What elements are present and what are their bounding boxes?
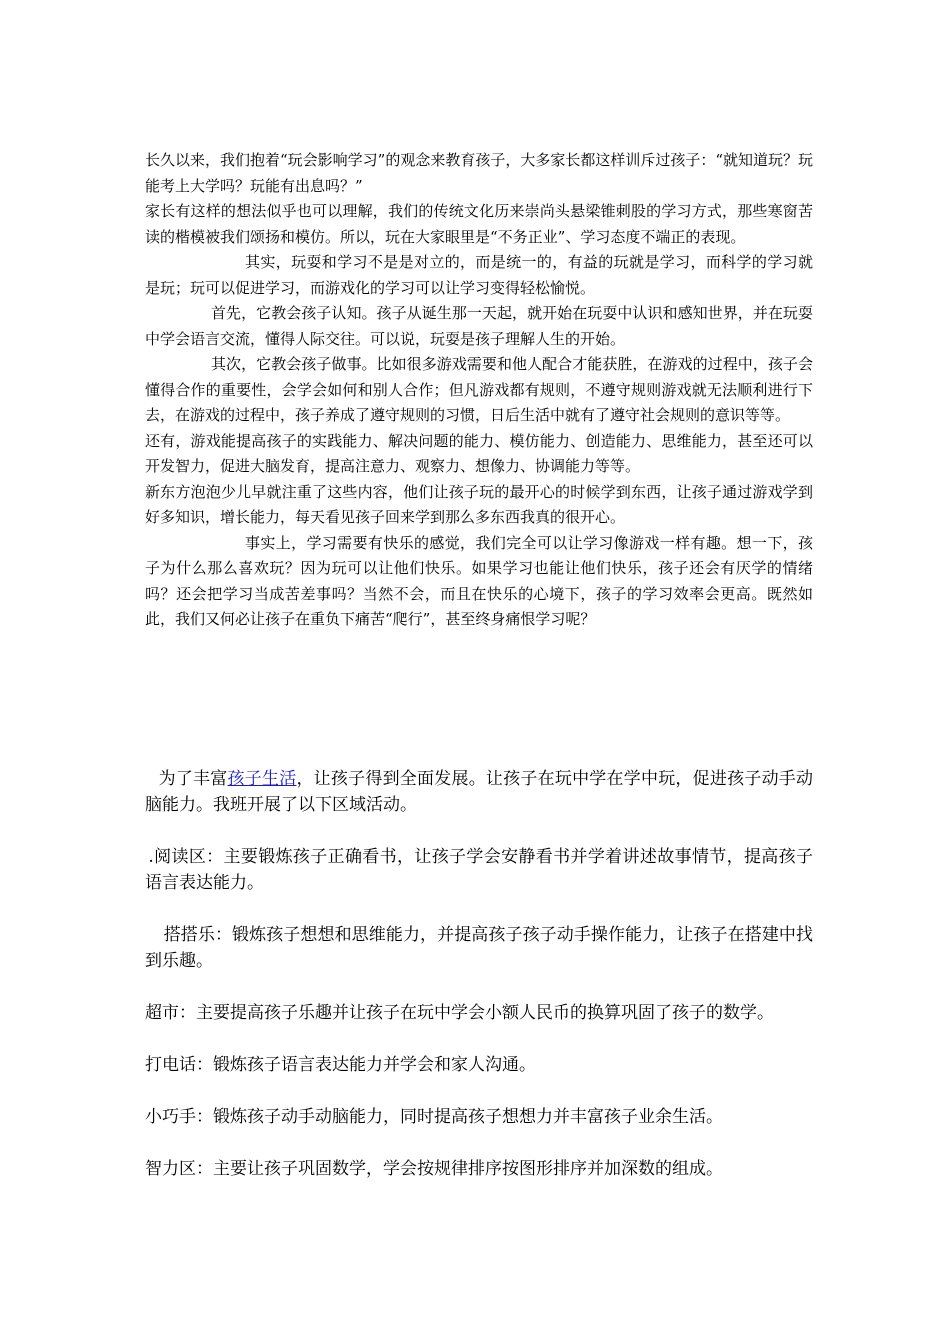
activities-intro-before: 为了丰富 — [158, 769, 228, 789]
paragraph-first-cognition: 首先，它教会孩子认知。孩子从诞生那一天起，就开始在玩耍中认识和感知世界，并在玩耍中学会语言交流，懂得人际交往。可以说，玩耍是孩子理解人生的开始。 — [145, 304, 813, 348]
activity-handcraft: 小巧手：锻炼孩子动手动脑能力，同时提高孩子想想力并丰富孩子业余生活。 — [145, 1107, 723, 1127]
activity-reading-area: .阅读区：主要锻炼孩子正确看书，让孩子学会安静看书并学着讲述故事情节，提高孩子语言表达能力。 — [145, 847, 813, 893]
activity-puzzle-area: 智力区：主要让孩子巩固数学，学会按规律排序按图形排序并加深数的组成。 — [145, 1159, 723, 1179]
child-life-link[interactable]: 孩子生活 — [227, 769, 297, 789]
paragraph-second-doing: 其次，它教会孩子做事。比如很多游戏需要和他人配合才能获胜，在游戏的过程中，孩子会懂得合作的重要性，会学会如何和别人合作；但凡游戏都有规则，不遵守规则游戏就无法顺利进行下去，在游戏的过程中，孩子养成了遵守规则的习惯，日后生活中就有了遵守社会规则的意识等等。 — [145, 355, 813, 424]
activity-building: 搭搭乐：锻炼孩子想想和思维能力，并提高孩子孩子动手操作能力，让孩子在搭建中找到乐趣。 — [145, 925, 813, 971]
paragraph-abilities: 还有，游戏能提高孩子的实践能力、解决问题的能力、模仿能力、创造能力、思维能力，甚至还可以开发智力，促进大脑发育，提高注意力、观察力、想像力、协调能力等等。 — [145, 431, 813, 475]
paragraph-conclusion: 事实上，学习需要有快乐的感觉，我们完全可以让学习像游戏一样有趣。想一下，孩子为什么那么喜欢玩？因为玩可以让他们快乐。如果学习也能让他们快乐，孩子还会有厌学的情绪吗？还会把学习当成苦差事吗？当然不会，而且在快乐的心境下，孩子的学习效率会更高。既然如此，我们又何必让孩子在重负下痛苦“爬行”，甚至终身痛恨学习呢？ — [145, 533, 813, 628]
activities-section — [145, 766, 813, 1208]
paragraph-parents-view: 家长有这样的想法似乎也可以理解，我们的传统文化历来崇尚头悬梁锥刺股的学习方式，那些寒窗苦读的楷模被我们颂扬和模仿。所以，玩在大家眼里是“不务正业”、学习态度不端正的表现。 — [145, 202, 813, 246]
paragraph-new-oriental: 新东方泡泡少儿早就注重了这些内容，他们让孩子玩的最开心的时候学到东西，让孩子通过游戏学到好多知识，增长能力，每天看见孩子回来学到那么多东西我真的很开心。 — [145, 482, 813, 526]
activity-supermarket: 超市：主要提高孩子乐趣并让孩子在玩中学会小额人民币的换算巩固了孩子的数学。 — [145, 1003, 774, 1023]
paragraph-intro: 长久以来，我们抱着“玩会影响学习”的观念来教育孩子，大多家长都这样训斥过孩子：“就知道玩？玩能考上大学吗？玩能有出息吗？” — [145, 151, 814, 195]
activities-intro — [145, 766, 813, 818]
activity-phone: 打电话：锻炼孩子语言表达能力并学会和家人沟通。 — [145, 1055, 536, 1075]
activities-intro-after: ，让孩子得到全面发展。让孩子在玩中学在学中玩，促进孩子动手动脑能力。我班开展了以下区域活动。 — [145, 769, 814, 815]
paragraph-play-and-learning: 其实，玩耍和学习不是是对立的，而是统一的，有益的玩就是学习，而科学的学习就是玩；玩可以促进学习，而游戏化的学习可以让学习变得轻松愉悦。 — [145, 253, 813, 297]
article-section — [145, 148, 813, 633]
